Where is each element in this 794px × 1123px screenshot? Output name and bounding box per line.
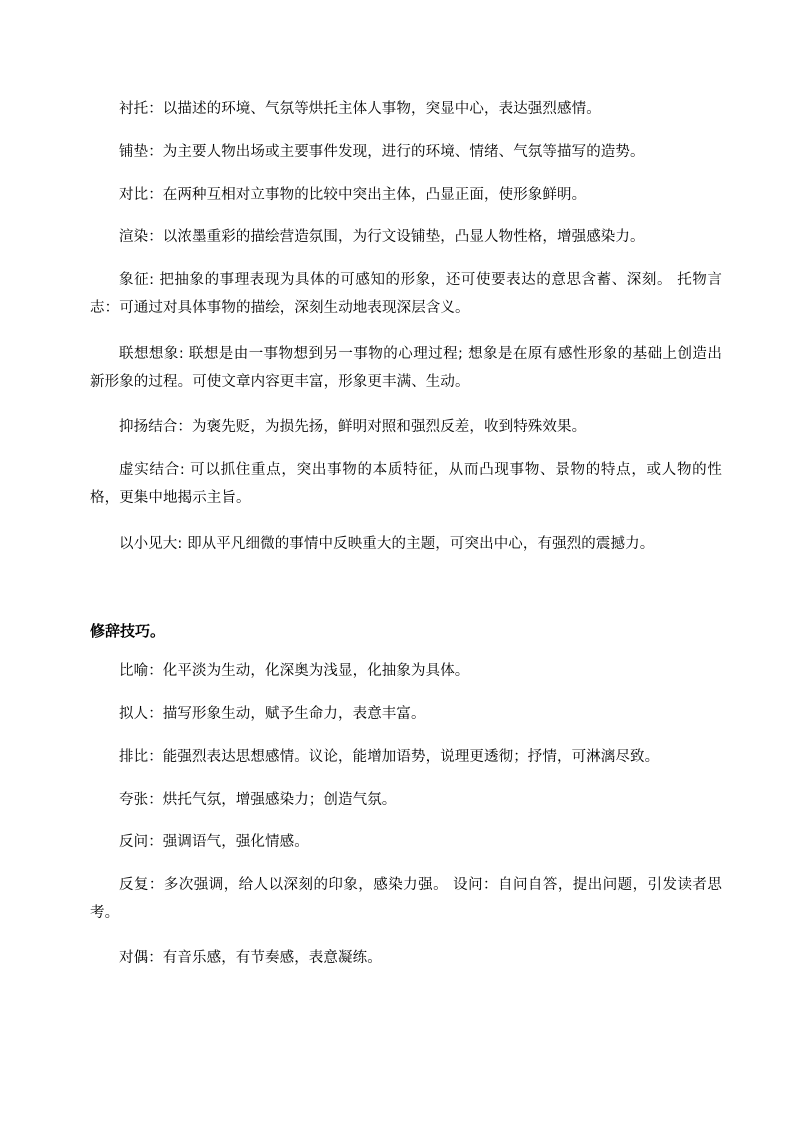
paragraph-yiyang: 抑扬结合：为褒先贬，为损先扬，鲜明对照和强烈反差，收到特殊效果。 [119,419,587,435]
paragraph-niren: 拟人：描写形象生动，赋予生命力，表意丰富。 [119,706,426,722]
paragraph-xuanran: 渲染：以浓墨重彩的描绘营造氛围，为行文设铺垫，凸显人物性格，增强感染力。 [119,229,645,245]
paragraph-xushi: 虚实结合: 可以抓住重点，突出事物的本质特征，从而凸现事物、景物的特点，或人物的性格，更集中地揭示主旨。 [90,462,722,506]
paragraph-pudian: 铺垫：为主要人物出场或主要事件发现，进行的环境、情绪、气氛等描写的造势。 [119,144,645,160]
paragraph-fanfu: 反复：多次强调，给人以深刻的印象，感染力强。 设问：自问自答，提出问题，引发读者思考。 [90,877,722,921]
paragraph-paibi: 排比：能强烈表达思想感情。议论，能增加语势，说理更透彻；抒情，可淋漓尽致。 [119,749,660,765]
paragraph-duibi: 对比：在两种互相对立事物的比较中突出主体，凸显正面，使形象鲜明。 [119,187,587,203]
section-heading-rhetoric: 修辞技巧。 [90,622,166,640]
paragraph-yixiaojianda: 以小见大: 即从平凡细微的事情中反映重大的主题，可突出中心，有强烈的震撼力。 [119,536,655,552]
paragraph-xiangzheng: 象征: 把抽象的事理表现为具体的可感知的形象，还可使要表达的意思含蓄、深刻。 托物言志：可通过对具体事物的描绘，深刻生动地表现深层含义。 [90,272,722,316]
paragraph-lianxiang: 联想想象: 联想是由一事物想到另一事物的心理过程; 想象是在原有感性形象的基础上创造出新形象的过程。可使文章内容更丰富，形象更丰满、生动。 [90,346,722,390]
paragraph-kuazhang: 夸张：烘托气氛，增强感染力；创造气氛。 [119,792,397,808]
paragraph-biyu: 比喻：化平淡为生动，化深奥为浅显，化抽象为具体。 [119,663,470,679]
paragraph-chentuo: 衬托：以描述的环境、气氛等烘托主体人事物，突显中心，表达强烈感情。 [119,101,601,117]
paragraph-fanwen: 反问：强调语气，强化情感。 [119,834,309,850]
paragraph-duiou: 对偶：有音乐感，有节奏感，表意凝练。 [119,950,382,966]
